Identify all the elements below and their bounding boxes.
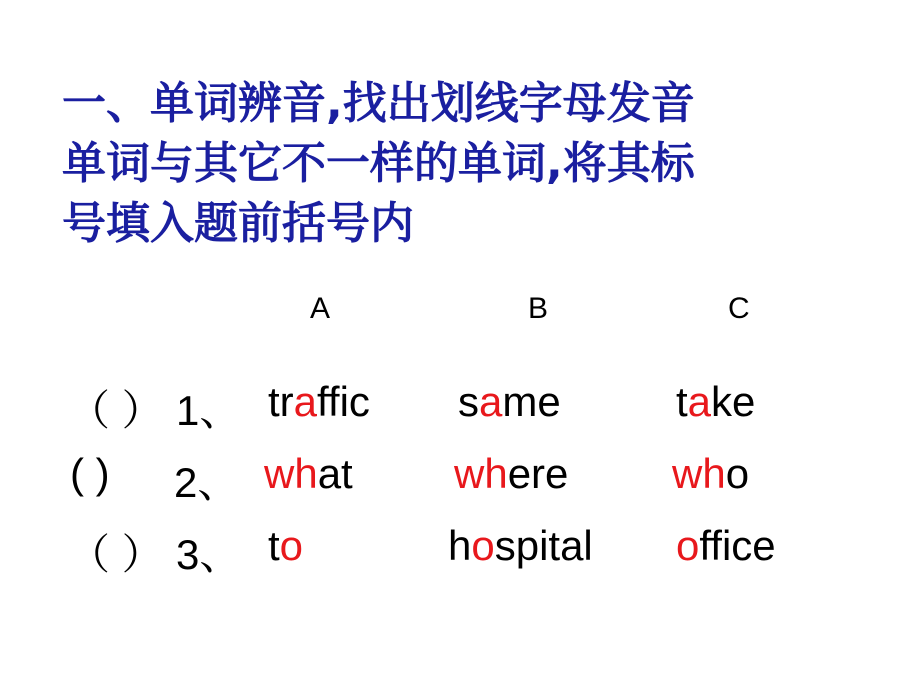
answer-parentheses[interactable]: （ ） <box>68 531 164 578</box>
instruction-line-1: 一、单词辨音,找出划线字母发音 <box>62 78 695 129</box>
option-a-word: what <box>264 450 353 497</box>
question-number: 2、 <box>174 459 240 506</box>
column-header-c: C <box>728 292 750 325</box>
option-c-word: office <box>676 522 776 569</box>
option-c-word: take <box>676 378 756 425</box>
question-row-1 <box>0 378 900 434</box>
instruction-line-2: 单词与其它不一样的单词,将其标 <box>62 138 695 189</box>
option-b-word: same <box>458 378 561 425</box>
instruction-heading <box>62 74 862 254</box>
column-header-b: B <box>528 292 549 325</box>
question-row-2 <box>0 450 900 506</box>
column-header-a: A <box>310 292 331 325</box>
question-number: 3、 <box>176 531 242 578</box>
option-b-word: where <box>454 450 569 497</box>
option-a-word: traffic <box>268 378 370 425</box>
instruction-line-3: 号填入题前括号内 <box>62 198 414 249</box>
option-c-word: who <box>672 450 750 497</box>
option-a-word: to <box>268 522 304 569</box>
answer-parentheses[interactable]: （ ） <box>68 387 164 434</box>
question-row-3 <box>0 522 900 578</box>
question-number: 1、 <box>176 387 242 434</box>
option-b-word: hospital <box>448 522 593 569</box>
answer-parentheses[interactable]: ( ) <box>70 450 110 497</box>
